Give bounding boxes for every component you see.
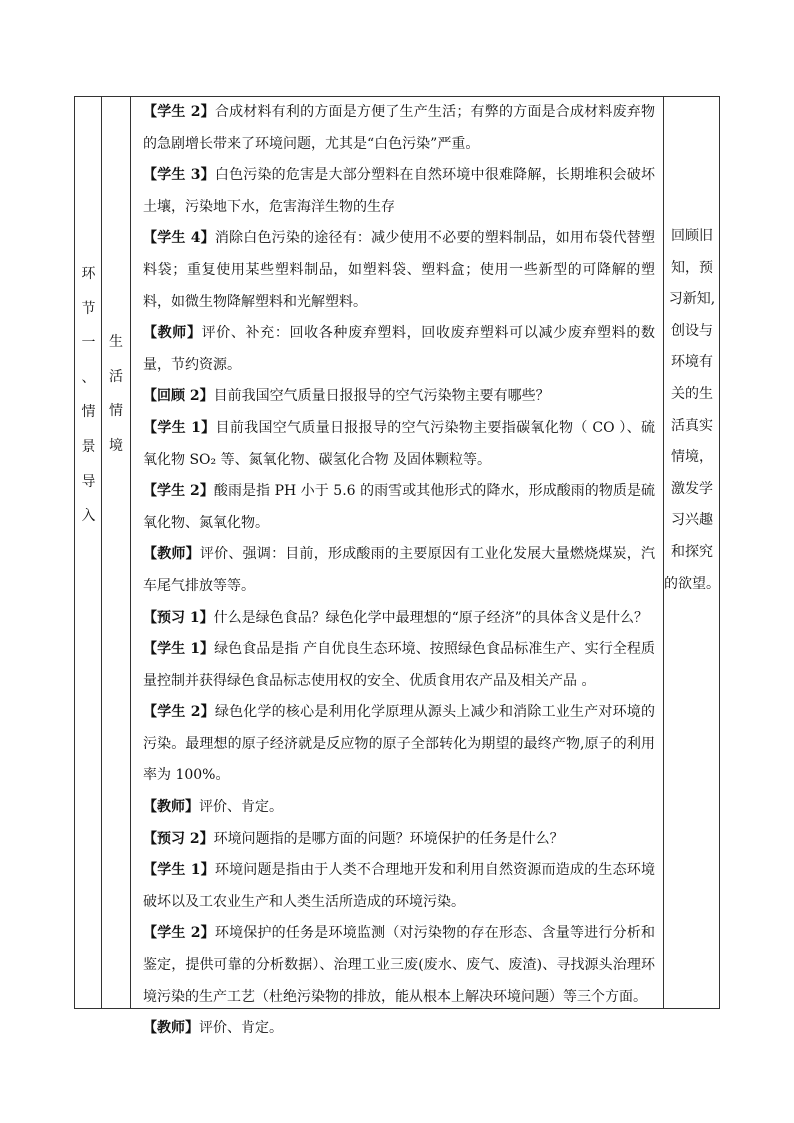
paragraph-text: 绿色化学的核心是利用化学原理从源头上减少和消除工业生产对环境的污染。最理想的原子经济就是反应物的原子全部转化为期望的最终产物,原子的利用率为 100%。 — [143, 704, 656, 784]
speaker-tag: 【学生 2】 — [143, 104, 215, 120]
column-divider — [130, 97, 131, 1008]
paragraph-text: 环境保护的任务是环境监测（对污染物的存在形态、含量等进行分析和鉴定，提供可靠的分析数据）、治理工业三废(废水、废气、废渣)、寻找源头治理环境污染的生产工艺（杜绝污染物的排放，能从根本上解决环境问题）等三个方面。 — [143, 925, 656, 1005]
speaker-tag: 【学生 2】 — [143, 925, 215, 942]
dialogue-paragraph — [143, 381, 655, 413]
dialogue-paragraph — [143, 855, 655, 918]
paragraph-text: 消除白色污染的途径有：减少使用不必要的塑料制品，如用布袋代替塑料袋；重复使用某些塑料制品，如塑料袋、塑料盒；使用一些新型的可降解的塑料，如微生物降解塑料和光解塑料。 — [143, 230, 656, 310]
dialogue-paragraph — [143, 476, 655, 539]
section-label — [76, 257, 101, 534]
dialogue-paragraph — [143, 413, 655, 476]
section-char: 节 — [81, 300, 96, 317]
paragraph-text: 评价、肯定。 — [199, 1020, 283, 1037]
speaker-tag: 【教师】 — [143, 546, 200, 563]
dialogue-paragraph — [143, 792, 655, 824]
speaker-tag: 【教师】 — [143, 325, 202, 342]
paragraph-text: 目前我国空气质量日报报导的空气污染物主要指碳氧化物（ CO ）、硫氧化物 SO₂ 等、氮氧化物、碳氢化合物 及固体颗粒等。 — [143, 419, 655, 468]
design-intent-line: 创设与 — [671, 322, 713, 339]
paragraph-text: 合成材料有利的方面是方便了生产生活；有弊的方面是合成材料废弃物的急剧增长带来了环境问题，尤其是“白色污染”严重。 — [143, 104, 656, 152]
paragraph-text: 什么是绿色食品？绿色化学中最理想的“原子经济”的具体含义是什么？ — [213, 609, 648, 626]
paragraph-text: 白色污染的危害是大部分塑料在自然环境中很难降解，长期堆积会破坏土壤，污染地下水，危害海洋生物的生存 — [143, 167, 656, 215]
design-intent-line: 情境， — [671, 449, 713, 466]
speaker-tag: 【学生 1】 — [143, 862, 215, 879]
speaker-tag: 【回顾 2】 — [143, 388, 214, 405]
section-char: 环 — [81, 266, 96, 282]
design-intent — [664, 221, 720, 600]
dialogue-paragraph — [143, 603, 655, 635]
section-char: 一 — [81, 335, 96, 352]
design-intent-line: 关的生 — [671, 385, 713, 402]
section-char: 景 — [81, 438, 96, 455]
paragraph-text: 评价、强调：目前，形成酸雨的主要原因有工业化发展大量燃烧煤炭，汽车尾气排放等等。 — [143, 546, 656, 594]
dialogue-paragraph — [143, 318, 655, 381]
subsection-char: 生 — [109, 334, 123, 350]
speaker-tag: 【预习 1】 — [143, 609, 214, 626]
paragraph-text: 评价、补充：回收各种废弃塑料，回收废弃塑料可以减少废弃塑料的数量，节约资源。 — [143, 325, 656, 373]
section-char: 情 — [81, 404, 96, 421]
section-char: 、 — [81, 369, 96, 386]
dialogue-paragraph — [143, 918, 655, 1013]
dialogue-content — [137, 97, 661, 1045]
speaker-tag: 【学生 2】 — [143, 483, 214, 500]
dialogue-paragraph — [143, 634, 655, 697]
design-intent-line: 的欲望。 — [664, 575, 720, 592]
lesson-table — [74, 96, 720, 1037]
design-intent-line: 知，预 — [671, 259, 713, 276]
design-intent-line: 回顾旧 — [671, 228, 713, 244]
dialogue-paragraph — [143, 697, 655, 792]
speaker-tag: 【教师】 — [143, 1020, 199, 1037]
speaker-tag: 【学生 2】 — [143, 704, 215, 721]
dialogue-paragraph — [143, 223, 655, 318]
speaker-tag: 【学生 3】 — [143, 167, 215, 184]
dialogue-paragraph — [143, 539, 655, 602]
subsection-char: 活 — [109, 368, 123, 385]
subsection-char: 情 — [109, 403, 123, 420]
speaker-tag: 【教师】 — [143, 799, 199, 816]
dialogue-paragraph — [143, 1013, 655, 1045]
speaker-tag: 【学生 1】 — [143, 419, 216, 436]
paragraph-text: 绿色食品是指 产自优良生态环境、按照绿色食品标准生产、实行全程质量控制并获得绿色食品标志使用权的安全、优质食用农产品及相关产品 。 — [143, 641, 655, 689]
column-divider — [101, 97, 102, 1008]
paragraph-text: 评价、肯定。 — [199, 799, 283, 816]
dialogue-paragraph — [143, 97, 655, 160]
section-char: 导 — [81, 473, 96, 490]
paragraph-text: 环境问题是指由于人类不合理地开发和利用自然资源而造成的生态环境破坏以及工农业生产和人类生活所造成的环境污染。 — [143, 862, 656, 910]
dialogue-paragraph — [143, 824, 655, 856]
dialogue-paragraph — [143, 160, 655, 223]
paragraph-text: 环境问题指的是哪方面的问题？环境保护的任务是什么？ — [213, 830, 564, 847]
design-intent-line: 激发学 — [671, 480, 713, 497]
design-intent-line: 习兴趣 — [671, 512, 713, 529]
subsection-label — [102, 325, 130, 463]
paragraph-text: 目前我国空气质量日报报导的空气污染物主要有哪些？ — [213, 388, 550, 405]
design-intent-line: 环境有 — [671, 354, 713, 371]
design-intent-line: 和探究 — [671, 543, 713, 560]
speaker-tag: 【学生 1】 — [143, 641, 215, 658]
speaker-tag: 【学生 4】 — [143, 230, 215, 247]
subsection-char: 境 — [109, 437, 123, 454]
design-intent-line: 活真实 — [671, 417, 713, 434]
paragraph-text: 酸雨是指 PH 小于 5.6 的雨雪或其他形式的降水，形成酸雨的物质是硫氧化物、氮氧化物。 — [143, 483, 655, 531]
section-char: 入 — [81, 508, 96, 525]
speaker-tag: 【预习 2】 — [143, 830, 214, 847]
design-intent-line: 习新知, — [668, 291, 716, 308]
